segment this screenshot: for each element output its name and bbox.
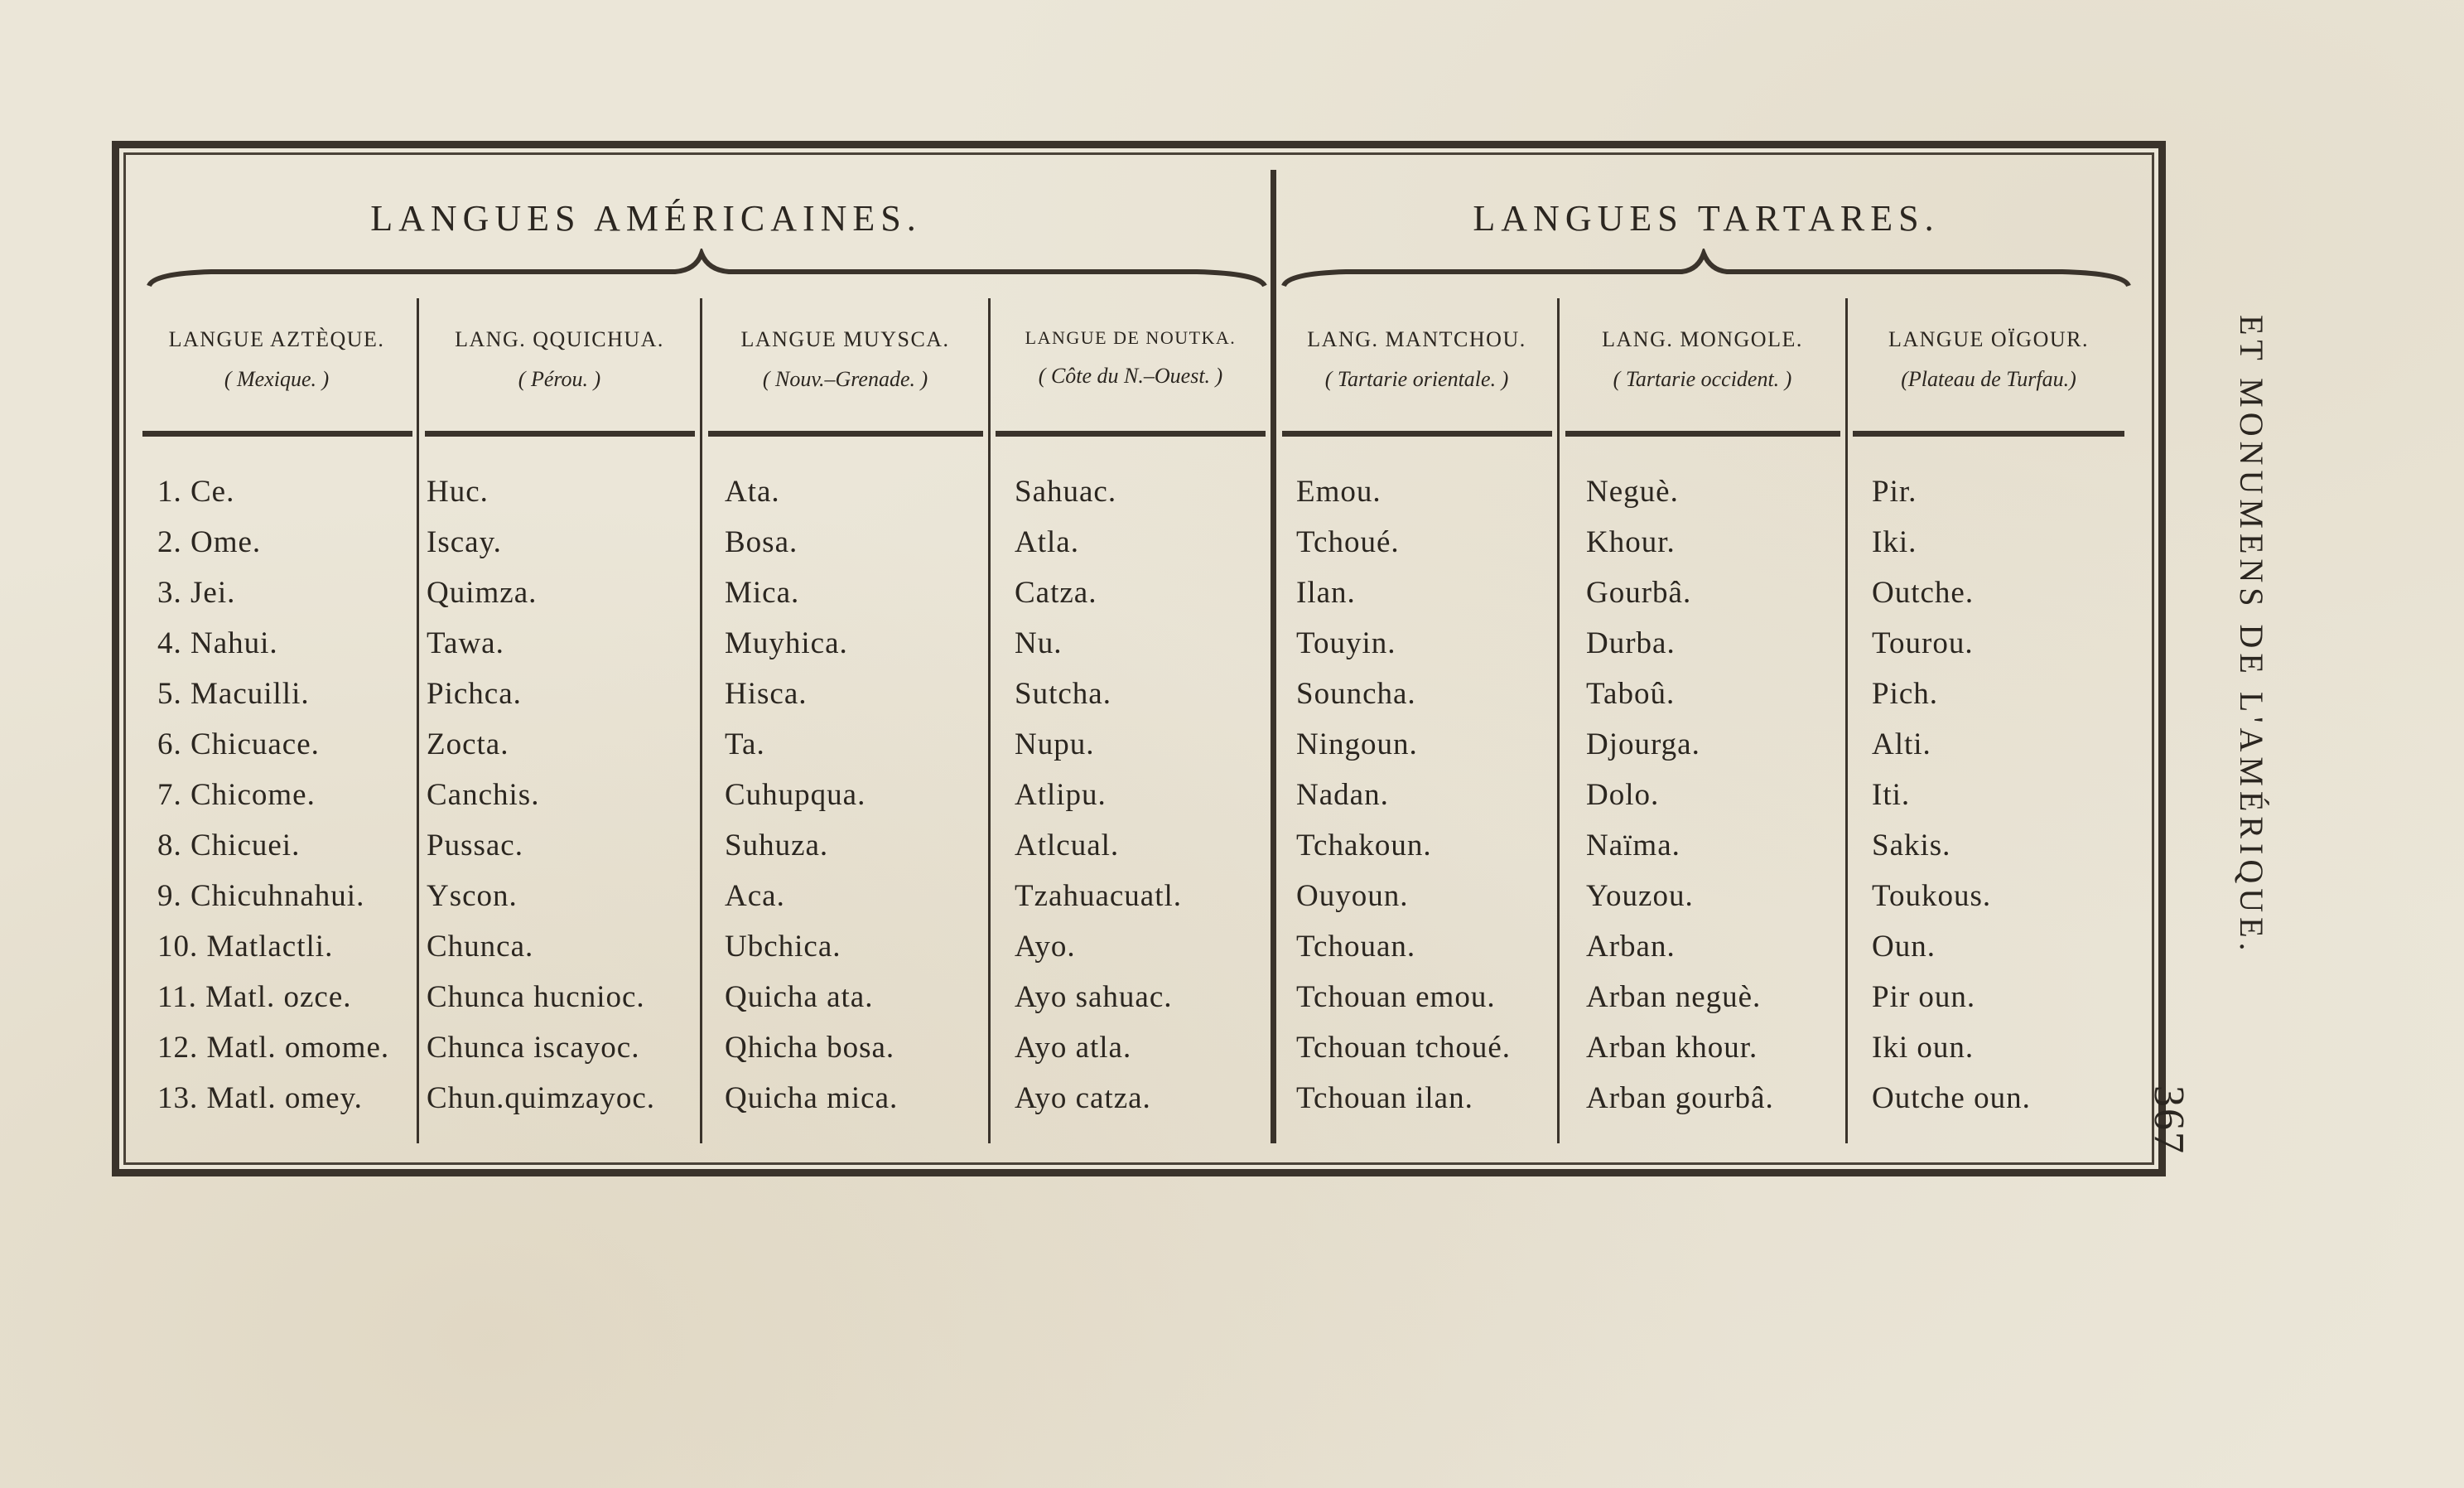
column-header-qquichua bbox=[419, 327, 700, 392]
running-title: ET MONUMENS DE L'AMÉRIQUE. bbox=[2233, 315, 2270, 956]
table-cell: Chunca iscayoc. bbox=[427, 1031, 640, 1065]
table-cell: Djourga. bbox=[1586, 727, 1700, 761]
table-cell: Dolo. bbox=[1586, 778, 1660, 812]
table-cell: Gourbâ. bbox=[1586, 576, 1692, 610]
table-cell: Touyin. bbox=[1296, 626, 1396, 660]
table-cell: Nu. bbox=[1015, 626, 1063, 660]
header-rule bbox=[425, 431, 695, 437]
column-header-muysca bbox=[702, 327, 988, 392]
column-header-name: LANGUE AZTÈQUE. bbox=[168, 327, 385, 351]
table-cell: 9. Chicuhnahui. bbox=[157, 879, 365, 913]
table-cell: Ayo atla. bbox=[1015, 1031, 1132, 1065]
table-cell: Tourou. bbox=[1872, 626, 1974, 660]
table-cell: Chun.quimzayoc. bbox=[427, 1081, 656, 1115]
table-cell: Iki oun. bbox=[1872, 1031, 1975, 1065]
table-cell: Ningoun. bbox=[1296, 727, 1418, 761]
table-cell: Ubchica. bbox=[725, 930, 841, 964]
brace-american bbox=[145, 249, 1271, 307]
column-header-region: (Plateau de Turfau.) bbox=[1901, 367, 2076, 391]
table-cell: Ayo. bbox=[1015, 930, 1076, 964]
header-rule bbox=[1853, 431, 2124, 437]
table-cell: 10. Matlactli. bbox=[157, 930, 334, 964]
table-cell: Tchouan tchoué. bbox=[1296, 1031, 1511, 1065]
column-header-name: LANG. QQUICHUA. bbox=[455, 327, 664, 351]
table-cell: Youzou. bbox=[1586, 879, 1694, 913]
table-cell: 3. Jei. bbox=[157, 576, 236, 610]
table-cell: Ayo sahuac. bbox=[1015, 980, 1173, 1014]
table-cell: Pich. bbox=[1872, 677, 1939, 711]
column-divider bbox=[417, 298, 419, 1143]
table-cell: 8. Chicuei. bbox=[157, 829, 301, 862]
table-cell: Catza. bbox=[1015, 576, 1097, 610]
table-cell: Arban. bbox=[1586, 930, 1676, 964]
table-cell: Quimza. bbox=[427, 576, 538, 610]
table-cell: Alti. bbox=[1872, 727, 1931, 761]
table-cell: Chunca hucnioc. bbox=[427, 980, 645, 1014]
table-cell: Iki. bbox=[1872, 525, 1917, 559]
table-cell: Sutcha. bbox=[1015, 677, 1111, 711]
table-cell: Naïma. bbox=[1586, 829, 1680, 862]
page-number: 367 bbox=[2145, 1085, 2192, 1155]
header-rule bbox=[1282, 431, 1552, 437]
table-cell: Sakis. bbox=[1872, 829, 1951, 862]
table-cell: Hisca. bbox=[725, 677, 808, 711]
table-cell: Toukous. bbox=[1872, 879, 1992, 913]
table-cell: Tchouan. bbox=[1296, 930, 1416, 964]
table-cell: Outche oun. bbox=[1872, 1081, 2031, 1115]
table-cell: 2. Ome. bbox=[157, 525, 262, 559]
column-header-name: LANGUE MUYSCA. bbox=[740, 327, 950, 351]
table-cell: Canchis. bbox=[427, 778, 540, 812]
table-cell: Pichca. bbox=[427, 677, 522, 711]
table-cell: Outche. bbox=[1872, 576, 1975, 610]
table-cell: Nadan. bbox=[1296, 778, 1389, 812]
group-divider bbox=[1271, 170, 1276, 1143]
table-cell: Nupu. bbox=[1015, 727, 1095, 761]
table-cell: Suhuza. bbox=[725, 829, 829, 862]
table-cell: Chunca. bbox=[427, 930, 534, 964]
table-cell: 12. Matl. omome. bbox=[157, 1031, 390, 1065]
table-cell: Cuhupqua. bbox=[725, 778, 866, 812]
header-rule bbox=[1565, 431, 1840, 437]
table-cell: Ilan. bbox=[1296, 576, 1356, 610]
table-cell: 11. Matl. ozce. bbox=[157, 980, 352, 1014]
table-cell: 1. Ce. bbox=[157, 475, 235, 509]
table-cell: Iscay. bbox=[427, 525, 502, 559]
group-title-american: LANGUES AMÉRICAINES. bbox=[370, 198, 922, 239]
table-cell: 5. Macuilli. bbox=[157, 677, 310, 711]
table-cell: Oun. bbox=[1872, 930, 1936, 964]
header-rule bbox=[708, 431, 983, 437]
column-header-mantchou bbox=[1276, 327, 1557, 392]
table-cell: Bosa. bbox=[725, 525, 798, 559]
column-header-region: ( Tartarie orientale. ) bbox=[1324, 367, 1509, 391]
column-header-region: ( Tartarie occident. ) bbox=[1613, 367, 1792, 391]
table-cell: Ata. bbox=[725, 475, 780, 509]
column-header-name: LANG. MANTCHOU. bbox=[1307, 327, 1526, 351]
column-divider bbox=[988, 298, 991, 1143]
table-cell: Pir oun. bbox=[1872, 980, 1976, 1014]
table-cell: Atlcual. bbox=[1015, 829, 1120, 862]
table-cell: Neguè. bbox=[1586, 475, 1679, 509]
table-cell: Arban gourbâ. bbox=[1586, 1081, 1774, 1115]
column-divider bbox=[1557, 298, 1560, 1143]
column-header-mongole bbox=[1560, 327, 1845, 392]
table-cell: Tzahuacuatl. bbox=[1015, 879, 1183, 913]
table-cell: Arban khour. bbox=[1586, 1031, 1758, 1065]
table-cell: Yscon. bbox=[427, 879, 518, 913]
column-header-region: ( Côte du N.–Ouest. ) bbox=[1038, 364, 1223, 388]
table-cell: Atlipu. bbox=[1015, 778, 1107, 812]
table-cell: Iti. bbox=[1872, 778, 1911, 812]
column-divider bbox=[1845, 298, 1848, 1143]
table-cell: Zocta. bbox=[427, 727, 509, 761]
header-rule bbox=[142, 431, 412, 437]
table-cell: Huc. bbox=[427, 475, 489, 509]
table-cell: Emou. bbox=[1296, 475, 1381, 509]
table-cell: Khour. bbox=[1586, 525, 1676, 559]
table-cell: Durba. bbox=[1586, 626, 1676, 660]
table-cell: Taboû. bbox=[1586, 677, 1676, 711]
table-cell: Ayo catza. bbox=[1015, 1081, 1151, 1115]
column-header-region: ( Mexique. ) bbox=[224, 367, 330, 391]
column-divider bbox=[700, 298, 702, 1143]
table-cell: Tchouan emou. bbox=[1296, 980, 1496, 1014]
table-cell: Pir. bbox=[1872, 475, 1917, 509]
column-header-name: LANGUE DE NOUTKA. bbox=[1025, 327, 1237, 348]
table-cell: 7. Chicome. bbox=[157, 778, 316, 812]
table-cell: Quicha mica. bbox=[725, 1081, 899, 1115]
table-cell: Tchoué. bbox=[1296, 525, 1400, 559]
table-cell: Qhicha bosa. bbox=[725, 1031, 895, 1065]
table-cell: Pussac. bbox=[427, 829, 523, 862]
table-cell: Tchouan ilan. bbox=[1296, 1081, 1473, 1115]
column-header-oigour bbox=[1848, 327, 2129, 392]
column-header-region: ( Pérou. ) bbox=[518, 367, 601, 391]
column-header-aztec bbox=[137, 327, 417, 392]
table-cell: Arban neguè. bbox=[1586, 980, 1762, 1014]
brace-tartar bbox=[1280, 249, 2133, 307]
column-header-noutka bbox=[991, 327, 1271, 389]
table-cell: 13. Matl. omey. bbox=[157, 1081, 363, 1115]
column-header-name: LANGUE OÏGOUR. bbox=[1888, 327, 2089, 351]
table-cell: Muyhica. bbox=[725, 626, 848, 660]
table-cell: Tchakoun. bbox=[1296, 829, 1432, 862]
table-cell: Quicha ata. bbox=[725, 980, 874, 1014]
table-cell: 6. Chicuace. bbox=[157, 727, 320, 761]
table-cell: Ta. bbox=[725, 727, 765, 761]
table-cell: Atla. bbox=[1015, 525, 1079, 559]
table-cell: Souncha. bbox=[1296, 677, 1416, 711]
header-rule bbox=[996, 431, 1266, 437]
table-cell: Tawa. bbox=[427, 626, 504, 660]
table-cell: Mica. bbox=[725, 576, 800, 610]
group-title-tartar: LANGUES TARTARES. bbox=[1473, 198, 1940, 239]
column-header-name: LANG. MONGOLE. bbox=[1602, 327, 1803, 351]
table-cell: Sahuac. bbox=[1015, 475, 1117, 509]
table-cell: 4. Nahui. bbox=[157, 626, 278, 660]
column-header-region: ( Nouv.–Grenade. ) bbox=[762, 367, 928, 391]
table-cell: Aca. bbox=[725, 879, 785, 913]
table-cell: Ouyoun. bbox=[1296, 879, 1409, 913]
